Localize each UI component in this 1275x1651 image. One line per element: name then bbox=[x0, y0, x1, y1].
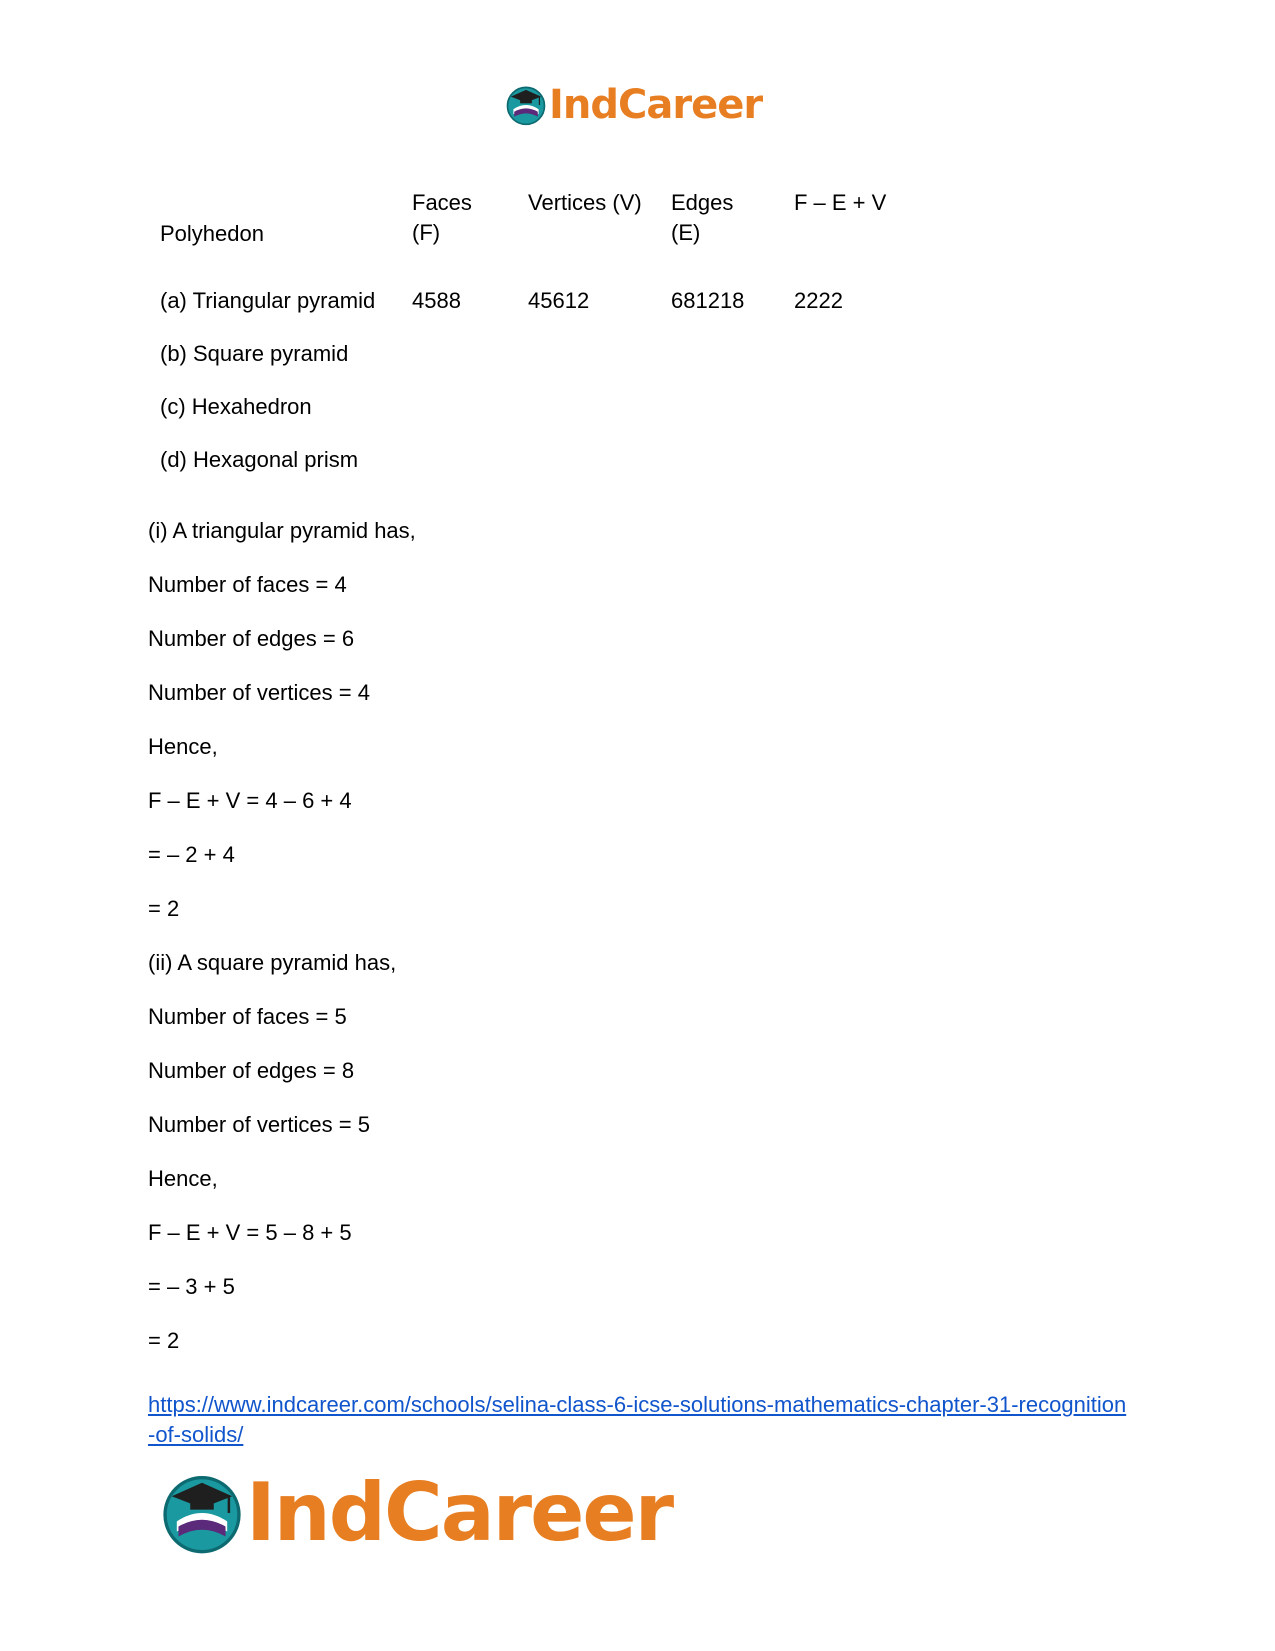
row-result: 2222 bbox=[794, 288, 843, 313]
row-vertices bbox=[528, 341, 671, 394]
solution-line: = – 2 + 4 bbox=[148, 842, 235, 867]
row-faces bbox=[412, 341, 528, 394]
solution-line: Number of vertices = 5 bbox=[148, 1112, 370, 1137]
solution-line: Number of edges = 6 bbox=[148, 626, 355, 651]
header-polyhedon-label: Polyhedon bbox=[160, 221, 264, 246]
row-name: (b) Square pyramid bbox=[160, 341, 349, 366]
solution-line: Number of edges = 8 bbox=[148, 1058, 355, 1083]
solution-line: = 2 bbox=[148, 896, 180, 921]
header-vertices bbox=[528, 188, 671, 288]
header-edges-line2: (E) bbox=[671, 220, 701, 245]
row-edges: 681218 bbox=[671, 288, 745, 313]
table-row bbox=[160, 288, 914, 341]
polyhedron-table bbox=[160, 188, 914, 500]
solution-line: Number of vertices = 4 bbox=[148, 680, 370, 705]
graduation-globe-icon bbox=[160, 1471, 244, 1555]
row-name: (a) Triangular pyramid bbox=[160, 288, 376, 313]
row-faces: 4588 bbox=[412, 288, 461, 313]
solution-line: (i) A triangular pyramid has, bbox=[148, 518, 416, 543]
solution-line: (ii) A square pyramid has, bbox=[148, 950, 397, 975]
solution-line: F – E + V = 5 – 8 + 5 bbox=[148, 1220, 352, 1245]
table-row bbox=[160, 394, 914, 447]
row-edges bbox=[671, 341, 794, 394]
table-row bbox=[160, 447, 914, 500]
header-vertices-label: Vertices (V) bbox=[528, 190, 642, 215]
row-name: (d) Hexagonal prism bbox=[160, 447, 359, 472]
row-edges bbox=[671, 447, 794, 500]
solution-line: = – 3 + 5 bbox=[148, 1274, 235, 1299]
header-faces bbox=[412, 188, 528, 288]
header-faces-line2: (F) bbox=[412, 220, 441, 245]
solution-line: Hence, bbox=[148, 734, 218, 759]
table-row bbox=[160, 341, 914, 394]
table-header-row bbox=[160, 188, 914, 288]
row-name: (c) Hexahedron bbox=[160, 394, 312, 419]
logo-text: IndCareer bbox=[246, 1466, 673, 1559]
row-faces bbox=[412, 394, 528, 447]
header-formula-label: F – E + V bbox=[794, 190, 887, 215]
source-link[interactable]: https://www.indcareer.com/schools/selina-class-6-icse-solutions-mathematics-chapter-31-recognition-of-solids/ bbox=[148, 1392, 1127, 1447]
header-formula bbox=[794, 188, 914, 288]
row-vertices bbox=[528, 447, 671, 500]
solution-line: Hence, bbox=[148, 1166, 218, 1191]
row-edges bbox=[671, 394, 794, 447]
header-polyhedon bbox=[160, 188, 412, 288]
row-faces bbox=[412, 447, 528, 500]
logo-text: IndCareer bbox=[549, 82, 763, 128]
graduation-globe-icon bbox=[505, 84, 547, 126]
solution-line: F – E + V = 4 – 6 + 4 bbox=[148, 788, 352, 813]
row-result bbox=[794, 447, 914, 500]
row-result bbox=[794, 394, 914, 447]
solution-line: Number of faces = 5 bbox=[148, 1004, 347, 1029]
solution-line: = 2 bbox=[148, 1328, 180, 1353]
header-edges bbox=[671, 188, 794, 288]
row-result bbox=[794, 341, 914, 394]
header-faces-line1: Faces bbox=[412, 190, 472, 215]
solution-line: Number of faces = 4 bbox=[148, 572, 347, 597]
footer-logo bbox=[160, 1466, 673, 1559]
header-edges-line1: Edges bbox=[671, 190, 734, 215]
header-logo bbox=[505, 80, 762, 130]
row-vertices: 45612 bbox=[528, 288, 590, 313]
row-vertices bbox=[528, 394, 671, 447]
